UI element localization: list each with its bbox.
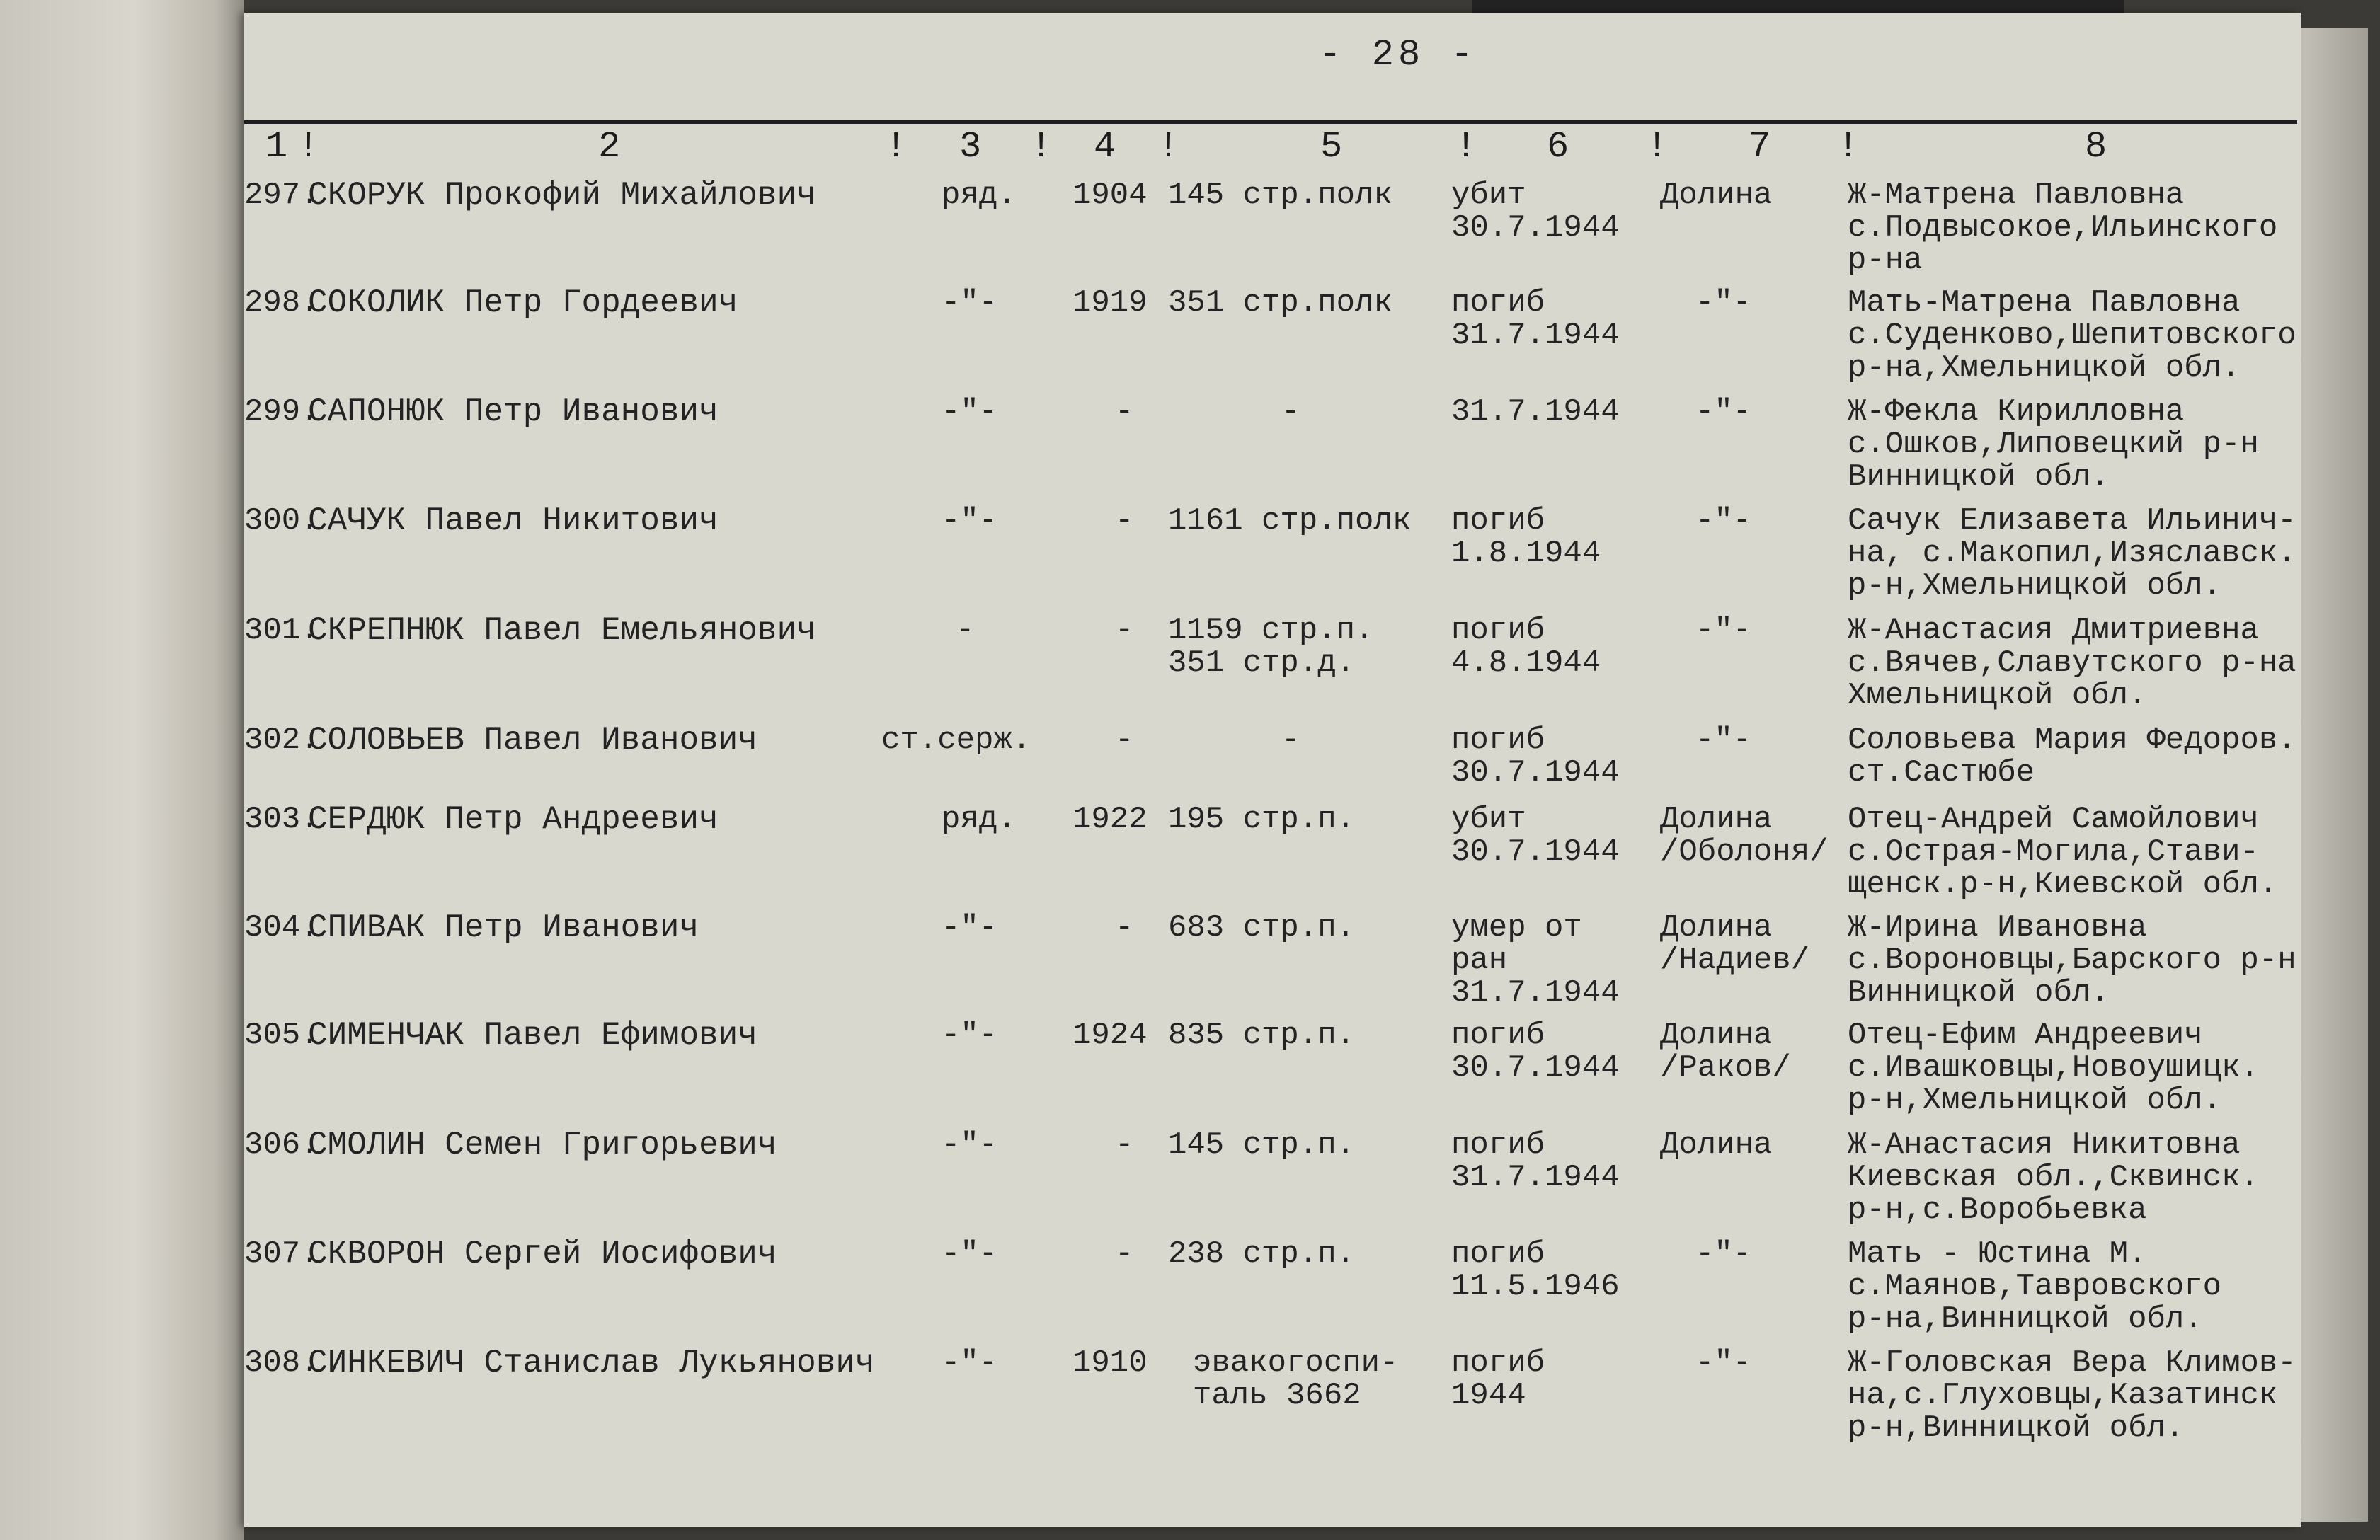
fate-date-line: 31.7.1944 [1451,394,1620,430]
birth-year [1115,724,1133,757]
birth-year-line: - [1115,1127,1134,1163]
column-header-5: 5 [1320,126,1343,168]
relative-info-line: Ж-Головская Вера Климов- [1848,1345,2296,1381]
fate-date [1451,1129,1620,1194]
relative-info-line: Соловьева Мария Федоров. [1848,723,2296,758]
military-unit [1168,803,1355,836]
birth-year [1115,505,1133,537]
burial-place-line: Долина [1660,1018,1773,1053]
soldier-name [308,1019,757,1052]
rank [942,505,997,537]
fate-date-line: убит [1451,802,1526,837]
military-unit-line: таль 3662 [1193,1378,1361,1413]
fate-date [1451,803,1620,868]
rank-line: -"- [942,394,998,430]
relative-info-line: Киевская обл.,Сквинск. [1848,1160,2259,1195]
military-unit [1168,912,1355,944]
rank [942,1238,997,1270]
soldier-name-line: СКОРУК Прокофий Михайлович [308,177,816,214]
rank [942,1129,997,1161]
relative-info-line: Ж-Анастасия Никитовна [1848,1127,2241,1163]
birth-year [1072,803,1148,836]
birth-year [1115,614,1133,647]
column-header-1: 1 [265,126,288,168]
birth-year [1115,912,1133,944]
soldier-name-line: СОКОЛИК Петр Гордеевич [308,285,738,321]
burial-place [1660,179,1772,212]
soldier-name-line: СИМЕНЧАК Павел Ефимович [308,1017,757,1054]
relative-info-line: Отец-Андрей Самойлович [1848,802,2259,837]
relative-info [1848,1019,2259,1117]
relative-info-line: с.Суденково,Шепитовского [1848,318,2296,353]
burial-place [1660,912,1809,977]
rank-line: ряд. [942,802,1017,837]
burial-place-line: -"- [1695,613,1752,648]
relative-info-line: Ж-Анастасия Дмитриевна [1848,613,2259,648]
relative-info-line: с.Маянов,Тавровского [1848,1269,2222,1304]
relative-info-line: с.Вячев,Славутского р-на [1848,645,2296,681]
burial-place-line: -"- [1695,1345,1752,1381]
entry-number-line: 306. [244,1127,319,1163]
birth-year [1072,1347,1148,1379]
relative-info-line: ст.Састюбе [1848,755,2035,791]
birth-year-line: - [1115,394,1134,430]
fate-date-line: погиб [1451,1127,1545,1163]
fate-date [1451,1019,1620,1084]
soldier-name [308,1347,875,1379]
burial-place [1660,803,1829,868]
soldier-name-line: СЕРДЮК Петр Андреевич [308,801,719,838]
rank-line: - [956,613,975,648]
fate-date-line: ран [1451,943,1508,978]
military-unit-line: - [1281,723,1300,758]
birth-year-line: - [1115,910,1134,946]
military-unit [1168,287,1392,319]
burial-place-line: Долина [1660,910,1773,946]
relative-info-line: р-на [1848,243,1923,278]
birth-year [1115,396,1133,428]
relative-info-line: р-н,Хмельницкой обл. [1848,568,2222,604]
relative-info-line: с.Острая-Могила,Стави- [1848,834,2259,870]
soldier-name-line: СКВОРОН Сергей Иосифович [308,1236,777,1272]
birth-year [1072,179,1148,212]
entry-number-line: 298. [244,285,319,321]
column-header-7: 7 [1749,126,1771,168]
burial-place-line: /Оболоня/ [1660,834,1829,870]
column-separator: ! [297,126,320,168]
relative-info [1848,1347,2296,1444]
fate-date-line: 1944 [1451,1378,1526,1413]
birth-year [1072,1019,1148,1052]
column-header-8: 8 [2085,126,2107,168]
column-header-6: 6 [1547,126,1569,168]
soldier-name-line: СПИВАК Петр Иванович [308,909,699,946]
military-unit [1168,505,1411,537]
soldier-name [308,909,699,946]
soldier-name-line: СОЛОВЬЕВ Павел Иванович [308,722,757,759]
relative-info-line: Ж-Фекла Кирилловна [1848,394,2185,430]
entry-number-line: 297. [244,178,319,213]
fate-date [1451,505,1601,570]
fate-date-line: 30.7.1944 [1451,834,1620,870]
soldier-name [308,502,719,539]
military-unit-line: 145 стр.полк [1168,178,1392,213]
military-unit-line: 835 стр.п. [1168,1018,1356,1053]
military-unit [1168,1019,1355,1052]
soldier-name-line: САПОНЮК Петр Иванович [308,393,719,430]
rank-line: -"- [942,1236,998,1272]
military-unit [1168,179,1392,212]
birth-year-line: - [1115,503,1134,539]
rank [956,614,974,647]
birth-year-line: 1922 [1072,802,1148,837]
fate-date-line: 31.7.1944 [1451,318,1620,353]
burial-place [1660,1019,1791,1084]
document-page [244,13,2301,1527]
burial-place-line: -"- [1695,723,1752,758]
military-unit-line: эвакогоспи- [1193,1345,1399,1381]
fate-date-line: 1.8.1944 [1451,536,1601,571]
page-edge [2301,28,2368,1522]
relative-info [1848,179,2277,277]
military-unit [1168,1238,1355,1270]
relative-info-line: Отец-Ефим Андреевич [1848,1018,2203,1053]
column-header-3: 3 [959,126,982,168]
burial-place-line: -"- [1695,394,1752,430]
burial-place-line: -"- [1695,1236,1752,1272]
column-header-2: 2 [598,126,621,168]
military-unit [1168,1129,1355,1161]
fate-date-line: погиб [1451,723,1545,758]
relative-info-line: р-н,с.Воробьевка [1848,1193,2147,1228]
soldier-name [308,724,757,757]
relative-info-line: р-н,Винницкой обл. [1848,1410,2185,1446]
burial-place [1660,1129,1772,1161]
fate-date [1451,1347,1545,1412]
soldier-name [308,1238,777,1270]
birth-year [1072,287,1148,319]
birth-year-line: - [1115,723,1134,758]
military-unit-line: 351 стр.д. [1168,645,1356,681]
relative-info-line: Мать-Матрена Павловна [1848,285,2241,321]
relative-info-line: р-на,Хмельницкой обл. [1848,350,2241,386]
fate-date-line: 30.7.1944 [1451,1050,1620,1086]
burial-place [1695,724,1751,757]
burial-place-line: Долина [1660,178,1773,213]
rank-line: -"- [942,285,998,321]
fate-date-line: 31.7.1944 [1451,1160,1620,1195]
burial-place [1695,614,1751,647]
fate-date-line: погиб [1451,1236,1545,1272]
soldier-name-line: СКРЕПНЮК Павел Емельянович [308,612,816,649]
soldier-name [308,393,719,430]
rank-line: ст.серж. [881,723,1031,758]
column-separator: ! [1837,126,1860,168]
fate-date [1451,396,1620,428]
fate-date-line: 31.7.1944 [1451,975,1620,1011]
relative-info-line: щенск.р-н,Киевской обл. [1848,867,2278,902]
background-edge [1472,0,2124,13]
entry-number-line: 302. [244,723,319,758]
soldier-name [308,614,816,647]
fate-date [1451,287,1620,352]
relative-info-line: с.Ошков,Липовецкий р-н [1848,427,2259,462]
military-unit-line: 145 стр.п. [1168,1127,1356,1163]
fate-date-line: 4.8.1944 [1451,645,1601,681]
birth-year-line: 1919 [1072,285,1148,321]
page-number: - 28 - [1319,34,1477,76]
entry-number-line: 304. [244,910,319,946]
relative-info [1848,287,2296,384]
relative-info-line: Винницкой обл. [1848,459,2110,495]
rank [942,803,1017,836]
birth-year-line: 1910 [1072,1345,1148,1381]
relative-info-line: с.Вороновцы,Барского р-н [1848,943,2296,978]
fate-date-line: умер от [1451,910,1582,946]
relative-info [1848,396,2259,493]
fate-date-line: 30.7.1944 [1451,755,1620,791]
column-separator: ! [1646,126,1669,168]
soldier-name-line: САЧУК Павел Никитович [308,502,719,539]
fate-date-line: погиб [1451,503,1545,539]
entry-number-line: 301. [244,613,319,648]
relative-info [1848,724,2296,789]
rank [881,724,1031,757]
rank-line: -"- [942,503,998,539]
relative-info [1848,505,2296,602]
fate-date-line: убит [1451,178,1526,213]
rank [942,912,997,944]
burial-place [1695,287,1751,319]
relative-info-line: на,с.Глуховцы,Казатинск [1848,1378,2278,1413]
burial-place-line: -"- [1695,503,1752,539]
military-unit-line: - [1281,394,1300,430]
relative-info-line: Сачук Елизавета Ильинич- [1848,503,2296,539]
birth-year [1115,1238,1133,1270]
relative-info-line: Хмельницкой обл. [1848,678,2147,713]
relative-info [1848,912,2296,1009]
entry-number-line: 303. [244,802,319,837]
military-unit-line: 195 стр.п. [1168,802,1356,837]
soldier-name [308,179,816,212]
military-unit [1193,1347,1398,1412]
fate-date [1451,724,1620,789]
column-separator: ! [1030,126,1053,168]
rank [942,287,997,319]
column-header-4: 4 [1094,126,1116,168]
burial-place-line: /Надиев/ [1660,943,1810,978]
fate-date [1451,179,1620,244]
fate-date-line: 30.7.1944 [1451,210,1620,246]
rank-line: -"- [942,910,998,946]
rank [942,179,1017,212]
entry-number-line: 308. [244,1345,319,1381]
relative-info-line: на, с.Макопил,Изяславск. [1848,536,2296,571]
fate-date-line: погиб [1451,613,1545,648]
entry-number-line: 299. [244,394,319,430]
relative-info-line: Ж-Ирина Ивановна [1848,910,2147,946]
entry-number-line: 307. [244,1236,319,1272]
burial-place-line: -"- [1695,285,1752,321]
relative-info [1848,803,2277,901]
soldier-name [308,287,738,319]
military-unit [1281,396,1300,428]
relative-info-line: Ж-Матрена Павловна [1848,178,2185,213]
relative-info [1848,1238,2221,1335]
entry-number-line: 300. [244,503,319,539]
rank-line: -"- [942,1345,998,1381]
relative-info-line: Винницкой обл. [1848,975,2110,1011]
military-unit-line: 238 стр.п. [1168,1236,1356,1272]
column-separator: ! [885,126,908,168]
military-unit-line: 1161 стр.полк [1168,503,1412,539]
birth-year-line: - [1115,1236,1134,1272]
rank [942,1019,997,1052]
burial-place [1695,396,1751,428]
birth-year-line: 1924 [1072,1018,1148,1053]
burial-place [1695,1347,1751,1379]
birth-year-line: - [1115,613,1134,648]
rank-line: -"- [942,1127,998,1163]
burial-place-line: Долина [1660,1127,1773,1163]
rank [942,1347,997,1379]
relative-info [1848,614,2296,712]
soldier-name-line: СМОЛИН Семен Григорьевич [308,1127,777,1163]
military-unit-line: 1159 стр.п. [1168,613,1374,648]
burial-place-line: Долина [1660,802,1773,837]
relative-info-line: с.Ивашковцы,Новоушицк. [1848,1050,2259,1086]
relative-info-line: с.Подвысокое,Ильинского [1848,210,2278,246]
soldier-name [308,803,719,836]
birth-year-line: 1904 [1072,178,1148,213]
rank-line: -"- [942,1018,998,1053]
military-unit [1281,724,1300,757]
rank [942,396,997,428]
relative-info-line: р-н,Хмельницкой обл. [1848,1083,2222,1118]
fate-date [1451,614,1601,679]
column-separator: ! [1455,126,1477,168]
relative-info [1848,1129,2259,1226]
burial-place-line: /Раков/ [1660,1050,1791,1086]
rank-line: ряд. [942,178,1017,213]
fate-date-line: погиб [1451,285,1545,321]
soldier-name [308,1129,777,1161]
relative-info-line: Мать - Юстина М. [1848,1236,2147,1272]
military-unit [1168,614,1373,679]
military-unit-line: 351 стр.полк [1168,285,1392,321]
military-unit-line: 683 стр.п. [1168,910,1356,946]
relative-info-line: р-на,Винницкой обл. [1848,1301,2203,1337]
burial-place [1695,505,1751,537]
fate-date [1451,1238,1620,1303]
fate-date-line: погиб [1451,1345,1545,1381]
fate-date-line: погиб [1451,1018,1545,1053]
header-rule [244,120,2297,124]
column-separator: ! [1157,126,1180,168]
burial-place [1695,1238,1751,1270]
birth-year [1115,1129,1133,1161]
soldier-name-line: СИНКЕВИЧ Станислав Лукьянович [308,1345,875,1381]
previous-page-spine [0,0,244,1540]
fate-date [1451,912,1620,1009]
entry-number-line: 305. [244,1018,319,1053]
fate-date-line: 11.5.1946 [1451,1269,1620,1304]
